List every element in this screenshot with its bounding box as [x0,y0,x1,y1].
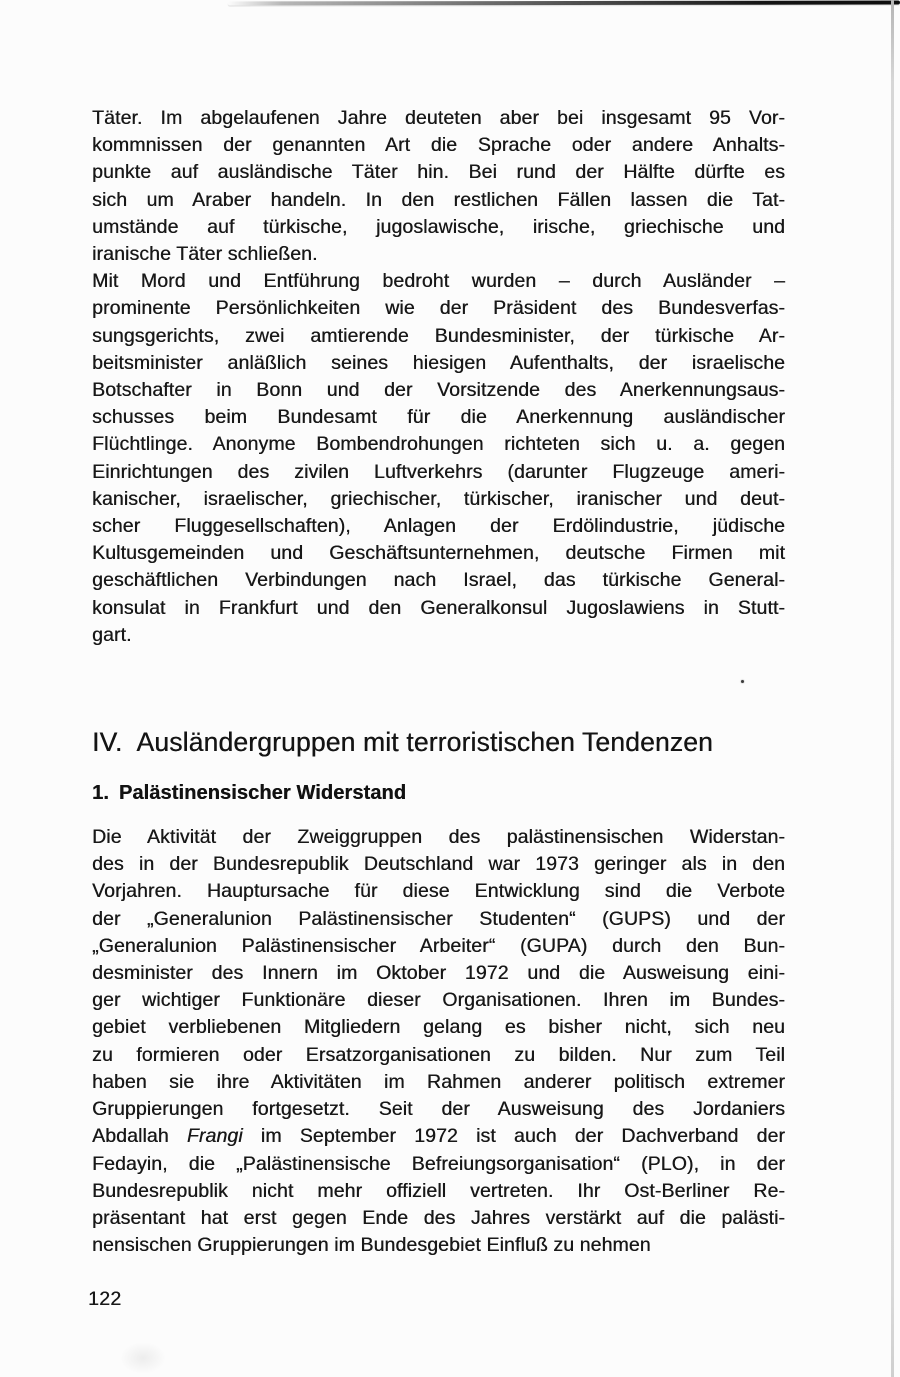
text-line: beitsminister anläßlich seines hiesigen Aufenthalts, der israelische [92,351,785,374]
page-number: 122 [88,1288,122,1310]
text-line: kommnissen der genannten Art die Sprache oder andere Anhalts- [92,134,785,157]
text-line: „Generalunion Palästinensischer Arbeiter“ (GUPA) durch den Bun- [92,934,785,957]
text-line: Botschafter in Bonn und der Vorsitzende des Anerkennungsaus- [92,379,785,402]
subsection-heading-numeral: 1. [92,782,109,805]
text-line: Vorjahren. Hauptursache für diese Entwicklung sind die Verbote [92,880,785,903]
text-line: desminister des Innern im Oktober 1972 und die Ausweisung eini- [92,962,785,985]
text-column [92,105,785,1259]
text-line: Die Aktivität der Zweiggruppen des palästinensischen Widerstan- [92,826,785,849]
text-line: ger wichtiger Funktionäre dieser Organisationen. Ihren im Bundes- [92,989,785,1012]
scan-artifact-smudge [120,1342,166,1374]
text-line: kanischer, israelischer, griechischer, türkischer, iranischer und deut- [92,487,785,510]
text-line: schusses beim Bundesamt für die Anerkennung ausländischer [92,406,785,429]
text-line: nensischen Gruppierungen im Bundesgebiet Einfluß zu nehmen [92,1234,651,1257]
section-heading [92,726,785,758]
text-line: konsulat in Frankfurt und den Generalkonsul Jugoslawiens in Stutt- [92,596,785,619]
text-line: Täter. Im abgelaufenen Jahre deuteten aber bei insgesamt 95 Vor- [92,107,785,129]
text-line: scher Fluggesellschaften), Anlagen der Erdölindustrie, jüdische [92,515,785,538]
text-line: Mit Mord und Entführung bedroht wurden – durch Ausländer – [92,270,785,293]
paragraph-threats-and-bomb-hoaxes [92,268,785,649]
text-line: Flüchtlinge. Anonyme Bombendrohungen richteten sich u. a. gegen [92,433,785,456]
text-line: sich um Araber handeln. In den restlichen Fällen lassen die Tat- [92,188,785,211]
text-line: Bundesrepublik nicht mehr offiziell vertreten. Ihr Ost-Berliner Re- [92,1179,785,1202]
section-heading-numeral: IV. [92,727,123,758]
text-line: Kultusgemeinden und Geschäftsunternehmen, deutsche Firmen mit [92,542,785,565]
scan-artifact-top-edge [228,1,900,5]
paragraph-offender-statistics [92,105,785,268]
subsection-heading [92,780,785,806]
text-line: umstände auf türkische, jugoslawische, irische, griechische und [92,215,785,238]
section-heading-title: Ausländergruppen mit terroristischen Tendenzen [136,727,713,758]
subsection-heading-title: Palästinensischer Widerstand [118,782,407,805]
text-line: gebiet verbliebenen Mitgliedern gelang es bisher nicht, sich neu [92,1016,785,1039]
text-line: Abdallah Frangi im September 1972 ist auch der Dachverband der [92,1125,785,1148]
paragraph-palestinian-resistance [92,824,785,1259]
text-line: iranische Täter schließen. [92,243,318,266]
text-line: punkte auf ausländische Täter hin. Bei rund der Hälfte dürfte es [92,161,785,184]
text-line: der „Generalunion Palästinensischer Studenten“ (GUPS) und der [92,907,785,930]
text-line: zu formieren oder Ersatzorganisationen zu bilden. Nur zum Teil [92,1043,785,1066]
text-line: sungsgerichts, zwei amtierende Bundesminister, der türkische Ar- [92,324,785,347]
text-line: präsentant hat erst gegen Ende des Jahres verstärkt auf die palästi- [92,1206,785,1229]
text-line: prominente Persönlichkeiten wie der Präsident des Bundesverfas- [92,297,785,320]
text-line: Fedayin, die „Palästinensische Befreiungsorganisation“ (PLO), in der [92,1152,785,1175]
text-line: des in der Bundesrepublik Deutschland war 1973 geringer als in den [92,853,785,876]
text-line: gart. [92,623,132,646]
text-line: Gruppierungen fortgesetzt. Seit der Ausweisung des Jordaniers [92,1098,785,1121]
text-line: Einrichtungen des zivilen Luftverkehrs (darunter Flugzeuge ameri- [92,460,785,483]
text-line: haben sie ihre Aktivitäten im Rahmen anderer politisch extremer [92,1070,785,1093]
text-line: geschäftlichen Verbindungen nach Israel, das türkische General- [92,569,785,592]
scan-artifact-page-edge [891,0,894,1377]
